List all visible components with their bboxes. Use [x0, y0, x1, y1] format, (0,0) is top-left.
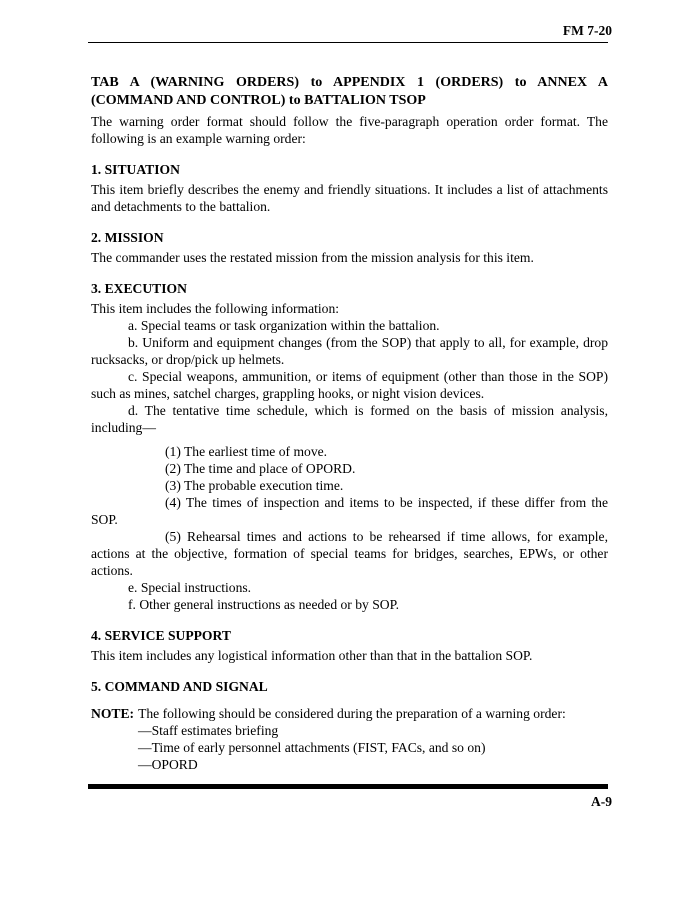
- execution-subitem-4: (4) The times of inspection and items to be inspected, if these differ from the SOP.: [91, 495, 608, 527]
- execution-item-e: e. Special instructions.: [128, 580, 252, 595]
- execution-subitem-2: (2) The time and place of OPORD.: [165, 461, 356, 476]
- execution-subitem-5: (5) Rehearsal times and actions to be rehearsed if time allows, for example, actions at the objective, formation of special teams for bridges, searches, EPWs, or other actions.: [91, 529, 608, 578]
- section-situation: [91, 161, 608, 215]
- section-heading: 3. EXECUTION: [91, 281, 187, 296]
- note-item: —OPORD: [138, 757, 198, 772]
- execution-subitem-3: (3) The probable execution time.: [165, 478, 344, 493]
- section-command-signal: [91, 678, 608, 695]
- page-header-label: FM 7-20: [562, 23, 612, 38]
- section-service-support: [91, 627, 608, 664]
- section-body: This item includes any logistical information other than that in the battalion SOP.: [91, 648, 533, 663]
- note-item: —Time of early personnel attachments (FIST, FACs, and so on): [138, 740, 486, 755]
- section-body: The commander uses the restated mission from the mission analysis for this item.: [91, 250, 534, 265]
- section-heading: 5. COMMAND AND SIGNAL: [91, 679, 268, 694]
- section-mission: [91, 229, 608, 266]
- execution-item-b: b. Uniform and equipment changes (from the SOP) that apply to all, for example, drop rucksacks, or drop/pick up helmets.: [91, 335, 608, 367]
- note-label: NOTE:: [91, 706, 135, 721]
- section-heading: 2. MISSION: [91, 230, 164, 245]
- section-body: This item briefly describes the enemy and friendly situations. It includes a list of attachments and detachments to the battalion.: [91, 182, 608, 214]
- note-paragraph: [91, 705, 608, 722]
- section-heading: 4. SERVICE SUPPORT: [91, 628, 231, 643]
- note-text: The following should be considered during the preparation of a warning order:: [138, 706, 566, 721]
- execution-item-f: f. Other general instructions as needed or by SOP.: [128, 597, 400, 612]
- execution-subitem-1: (1) The earliest time of move.: [165, 444, 328, 459]
- section-lead: This item includes the following information:: [91, 301, 340, 316]
- section-heading: 1. SITUATION: [91, 162, 180, 177]
- execution-subitems: [91, 443, 608, 579]
- note-block: [91, 705, 608, 773]
- header-rule: [88, 42, 608, 43]
- page-number: A-9: [591, 794, 612, 809]
- section-execution: [91, 280, 608, 613]
- execution-item-c: c. Special weapons, ammunition, or items of equipment (other than those in the SOP) such as mines, satchel charges, grappling hooks, or night vision devices.: [91, 369, 608, 401]
- intro-paragraph: The warning order format should follow the five-paragraph operation order format. The following is an example warning order:: [91, 114, 608, 146]
- note-items: [138, 722, 608, 773]
- footer-bar: [88, 784, 608, 789]
- note-item: —Staff estimates briefing: [138, 723, 279, 738]
- execution-item-d: d. The tentative time schedule, which is formed on the basis of mission analysis, including—: [91, 403, 608, 435]
- document-title: TAB A (WARNING ORDERS) to APPENDIX 1 (ORDERS) to ANNEX A (COMMAND AND CONTROL) to BATTALION TSOP: [91, 75, 608, 108]
- document-content: [91, 74, 608, 773]
- execution-item-a: a. Special teams or task organization within the battalion.: [128, 318, 440, 333]
